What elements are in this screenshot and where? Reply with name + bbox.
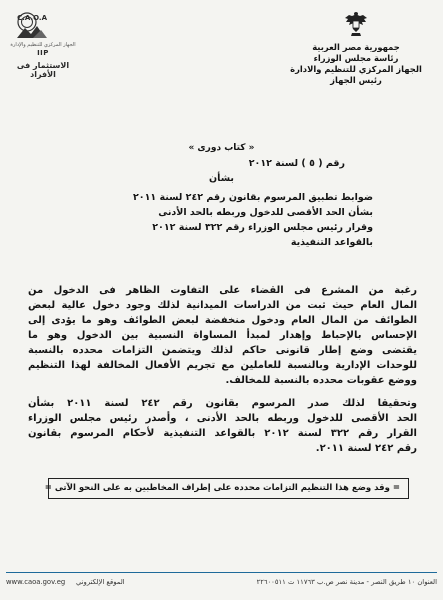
paragraph-1-line: رغبة من المشرع فى القضاء على التفاوت الظاهر فى الدخول من <box>28 285 417 296</box>
government-header <box>281 10 431 86</box>
subject-line-1: ضوابط تطبيق المرسوم بقانون رقم ٢٤٢ لسنة ٢٠١١ <box>132 192 373 203</box>
paragraph-2-line: وتحقيقا لذلك صدر المرسوم بقانون رقم ٢٤٢ لسنة ٢٠١١ بشأن <box>28 398 417 409</box>
agency-name: الجهاز المركزي للتنظيم والادارة <box>290 64 422 74</box>
agency-head: رئيس الجهاز <box>330 75 382 85</box>
website-label: الموقع الإلكتروني <box>76 578 125 586</box>
logo-subtitle: الجهاز المركزي للتنظيم والإدارة <box>10 42 76 48</box>
paragraph-1-line: المال العام حيث ثبت من الدراسات الميدانية لذلك وجود دخول عالية لبعض <box>28 300 417 311</box>
document-title <box>70 141 373 186</box>
document-body <box>28 283 417 456</box>
paragraph-2-line: القرار رقم ٣٢٢ لسنة ٢٠١٢ بالقواعد التنفيذية لأحكام المرسوم بقانون <box>28 428 417 439</box>
website-link[interactable]: www.caoa.gov.eg <box>6 578 66 586</box>
circular-number: رقم ( ٥ ) لسنة ٢٠١٢ <box>248 158 345 169</box>
subject-line-4: بالقواعد التنفيذية <box>290 237 373 248</box>
document-type: « كتاب دورى » <box>188 143 255 153</box>
logo-name: C.A.O.A <box>17 14 47 22</box>
country-name: جمهورية مصر العربية <box>312 42 400 52</box>
paragraph-1-line: الطوائف من المال العام ودخول منخفضة لبعض الطوائف وهو ما يؤدى إلى <box>28 315 417 326</box>
caoa-logo-icon <box>13 8 73 42</box>
paragraph-1-line: ووضع عقوبات محدده بالنسبة للمخالف. <box>225 375 417 386</box>
boxed-note: = وقد وضع هذا التنظيم التزامات محدده على إطراف المخاطبين به على النحو الآتى = <box>48 478 409 499</box>
paragraph-2-line: الحد الأقصى للدخول وربطه بالحد الأدنى ، وأصدر رئيس مجلس الوزراء <box>28 413 417 424</box>
subject-line-2: بشأن الحد الأقصى للدخول وربطه بالحد الأدنى <box>158 207 373 218</box>
footer-rule <box>6 572 437 573</box>
paragraph-1-line: يقتضى وضع إطار قانونى حاكم لذلك ويتضمن التزامات محدده بالنسبة <box>28 345 417 356</box>
paragraph-1-line: للوحدات الإدارية وبالنسبة للعاملين مع تجريم الأفعال المخالفة لهذا التنظيم <box>28 360 417 371</box>
about-label: بشأن <box>209 173 234 184</box>
logo-slogan: الاستثمار فى الأفراد <box>16 61 70 79</box>
document-subject <box>130 190 373 250</box>
paragraph-2-line: رقم ٢٤٢ لسنة ٢٠١١. <box>315 443 417 454</box>
subject-line-3: وقرار رئيس مجلس الوزراء رقم ٣٢٢ لسنة ٢٠١٢ <box>152 222 373 233</box>
logo-code: IIP <box>37 49 49 57</box>
paragraph-1-line: الإحساس بالإحباط وإهدار لمبدأ المساواة النسبية بين الدخول وهو ما <box>28 330 417 341</box>
eagle-emblem-icon <box>343 10 369 40</box>
agency-logo <box>6 8 80 79</box>
cabinet-name: رئاسة مجلس الوزراء <box>313 53 399 63</box>
footer-address: العنوان ١٠ طريق النصر - مدينة نصر ص.ب ١١٧٦٣ ت ٢٢٦٠٠٥١١ <box>256 578 437 586</box>
